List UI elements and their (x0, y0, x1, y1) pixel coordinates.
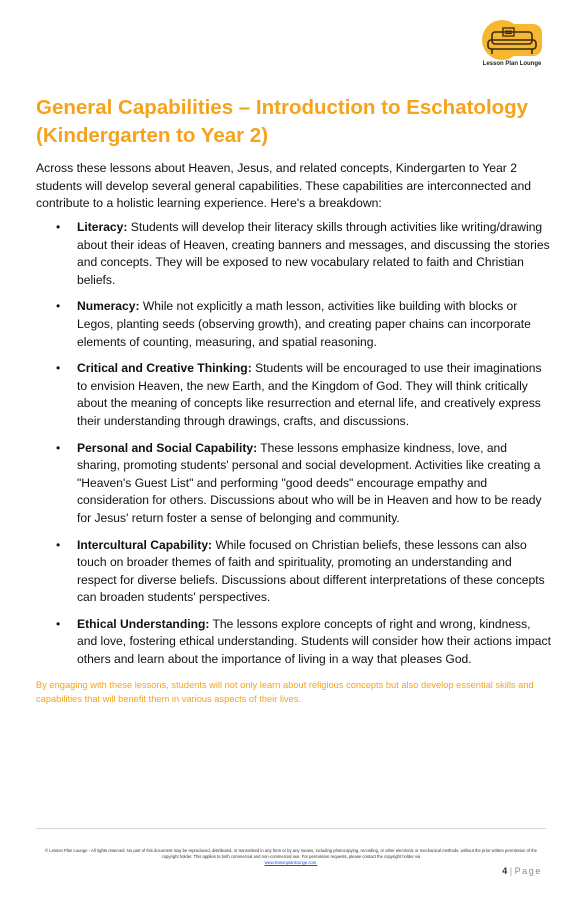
page-number-value: 4 (502, 866, 508, 876)
list-item (36, 616, 551, 669)
list-item (36, 360, 551, 430)
intro-paragraph: Across these lessons about Heaven, Jesus, and related concepts, Kindergarten to Year 2 students will develop several general capabilities. These capabilities are interconnected and contribute to a holistic learning experience. Here's a breakdown: (36, 161, 532, 211)
list-item-term: Literacy: (77, 220, 128, 234)
list-item-term: Critical and Creative Thinking: (77, 361, 252, 376)
page-label: Page (514, 866, 542, 876)
list-item (36, 440, 551, 528)
website-link[interactable]: www.lessonplanlounge.com. (264, 860, 318, 865)
lounge-sofa-icon (476, 18, 548, 62)
closing-paragraph: By engaging with these lessons, students will not only learn about religious concepts but also develop essential skills and capabilities that will benefit them in various aspects of their lives. (36, 680, 534, 704)
capabilities-list (36, 219, 551, 678)
footer-copyright (36, 848, 546, 866)
bullet-icon: • (56, 537, 61, 552)
footer-divider (36, 828, 546, 829)
list-item-text: These lessons emphasize kindness, love, and sharing, promoting students' personal and social development. Activities like creating a "Heaven's Guest List" and performing "good deeds" encourage empathy and consideration for others. Discussions about who will be in Heaven and how to be ready for Jesus' return foster a sense of belonging and community. (77, 440, 542, 525)
bullet-icon: • (56, 616, 61, 631)
page-title: General Capabilities – Introduction to Eschatology (Kindergarten to Year 2) (36, 96, 529, 147)
logo (476, 18, 548, 90)
bullet-icon: • (56, 220, 61, 234)
list-item-text: Students will be encouraged to use their imaginations to envision Heaven, the new Earth, and the Kingdom of God. They will think critically about the meaning of concepts like resurrection and eternal life, and creatively express their understanding through drawings, crafts, and discussions. (77, 361, 542, 428)
list-item-term: Ethical Understanding: (77, 616, 210, 631)
page-separator: | (509, 866, 513, 876)
list-item-text: While not explicitly a math lesson, activities like building with blocks or Legos, planting seeds (observing growth), and creating paper chains can incorporate elements of counting, measuring, and spatial reasoning. (77, 299, 531, 349)
list-item-text: Students will develop their literacy skills through activities like writing/drawing about their ideas of Heaven, creating banners and messages, and discussing the stories and concepts. They will be exposed to new vocabulary related to faith and Christian beliefs. (77, 220, 550, 287)
logo-text: Lesson Plan Lounge (482, 61, 542, 67)
copyright-text: © Lesson Plan Lounge - All rights reserved. No part of this document may be reproduced, distributed, or transmitted in any form or by any means, including photocopying, recording, or other electronic or mechanical methods, without the prior written permission of the copyright holder. This applies to both commercial and non-commercial use. For permission requests, please contact the copyright holder via (45, 848, 537, 859)
list-item-term: Intercultural Capability: (77, 537, 213, 552)
bullet-icon: • (56, 299, 61, 314)
list-item-text: While focused on Christian beliefs, these lessons can also touch on broader themes of faith and spirituality, promoting an understanding and respect for diverse beliefs. Discussions about different interpretations of these concepts can broaden students' perspectives. (77, 537, 545, 605)
list-item (36, 298, 551, 351)
bullet-icon: • (56, 440, 61, 455)
list-item-term: Numeracy: (77, 299, 140, 314)
list-item (36, 219, 551, 289)
list-item-term: Personal and Social Capability: (77, 440, 258, 455)
list-item-text: The lessons explore concepts of right and wrong, kindness, and love, fostering ethical understanding. Students will consider how their actions impact others and learn about the importance of living in a way that pleases God. (77, 616, 551, 667)
page-number (502, 866, 542, 876)
list-item (36, 537, 551, 607)
bullet-icon: • (56, 361, 61, 376)
